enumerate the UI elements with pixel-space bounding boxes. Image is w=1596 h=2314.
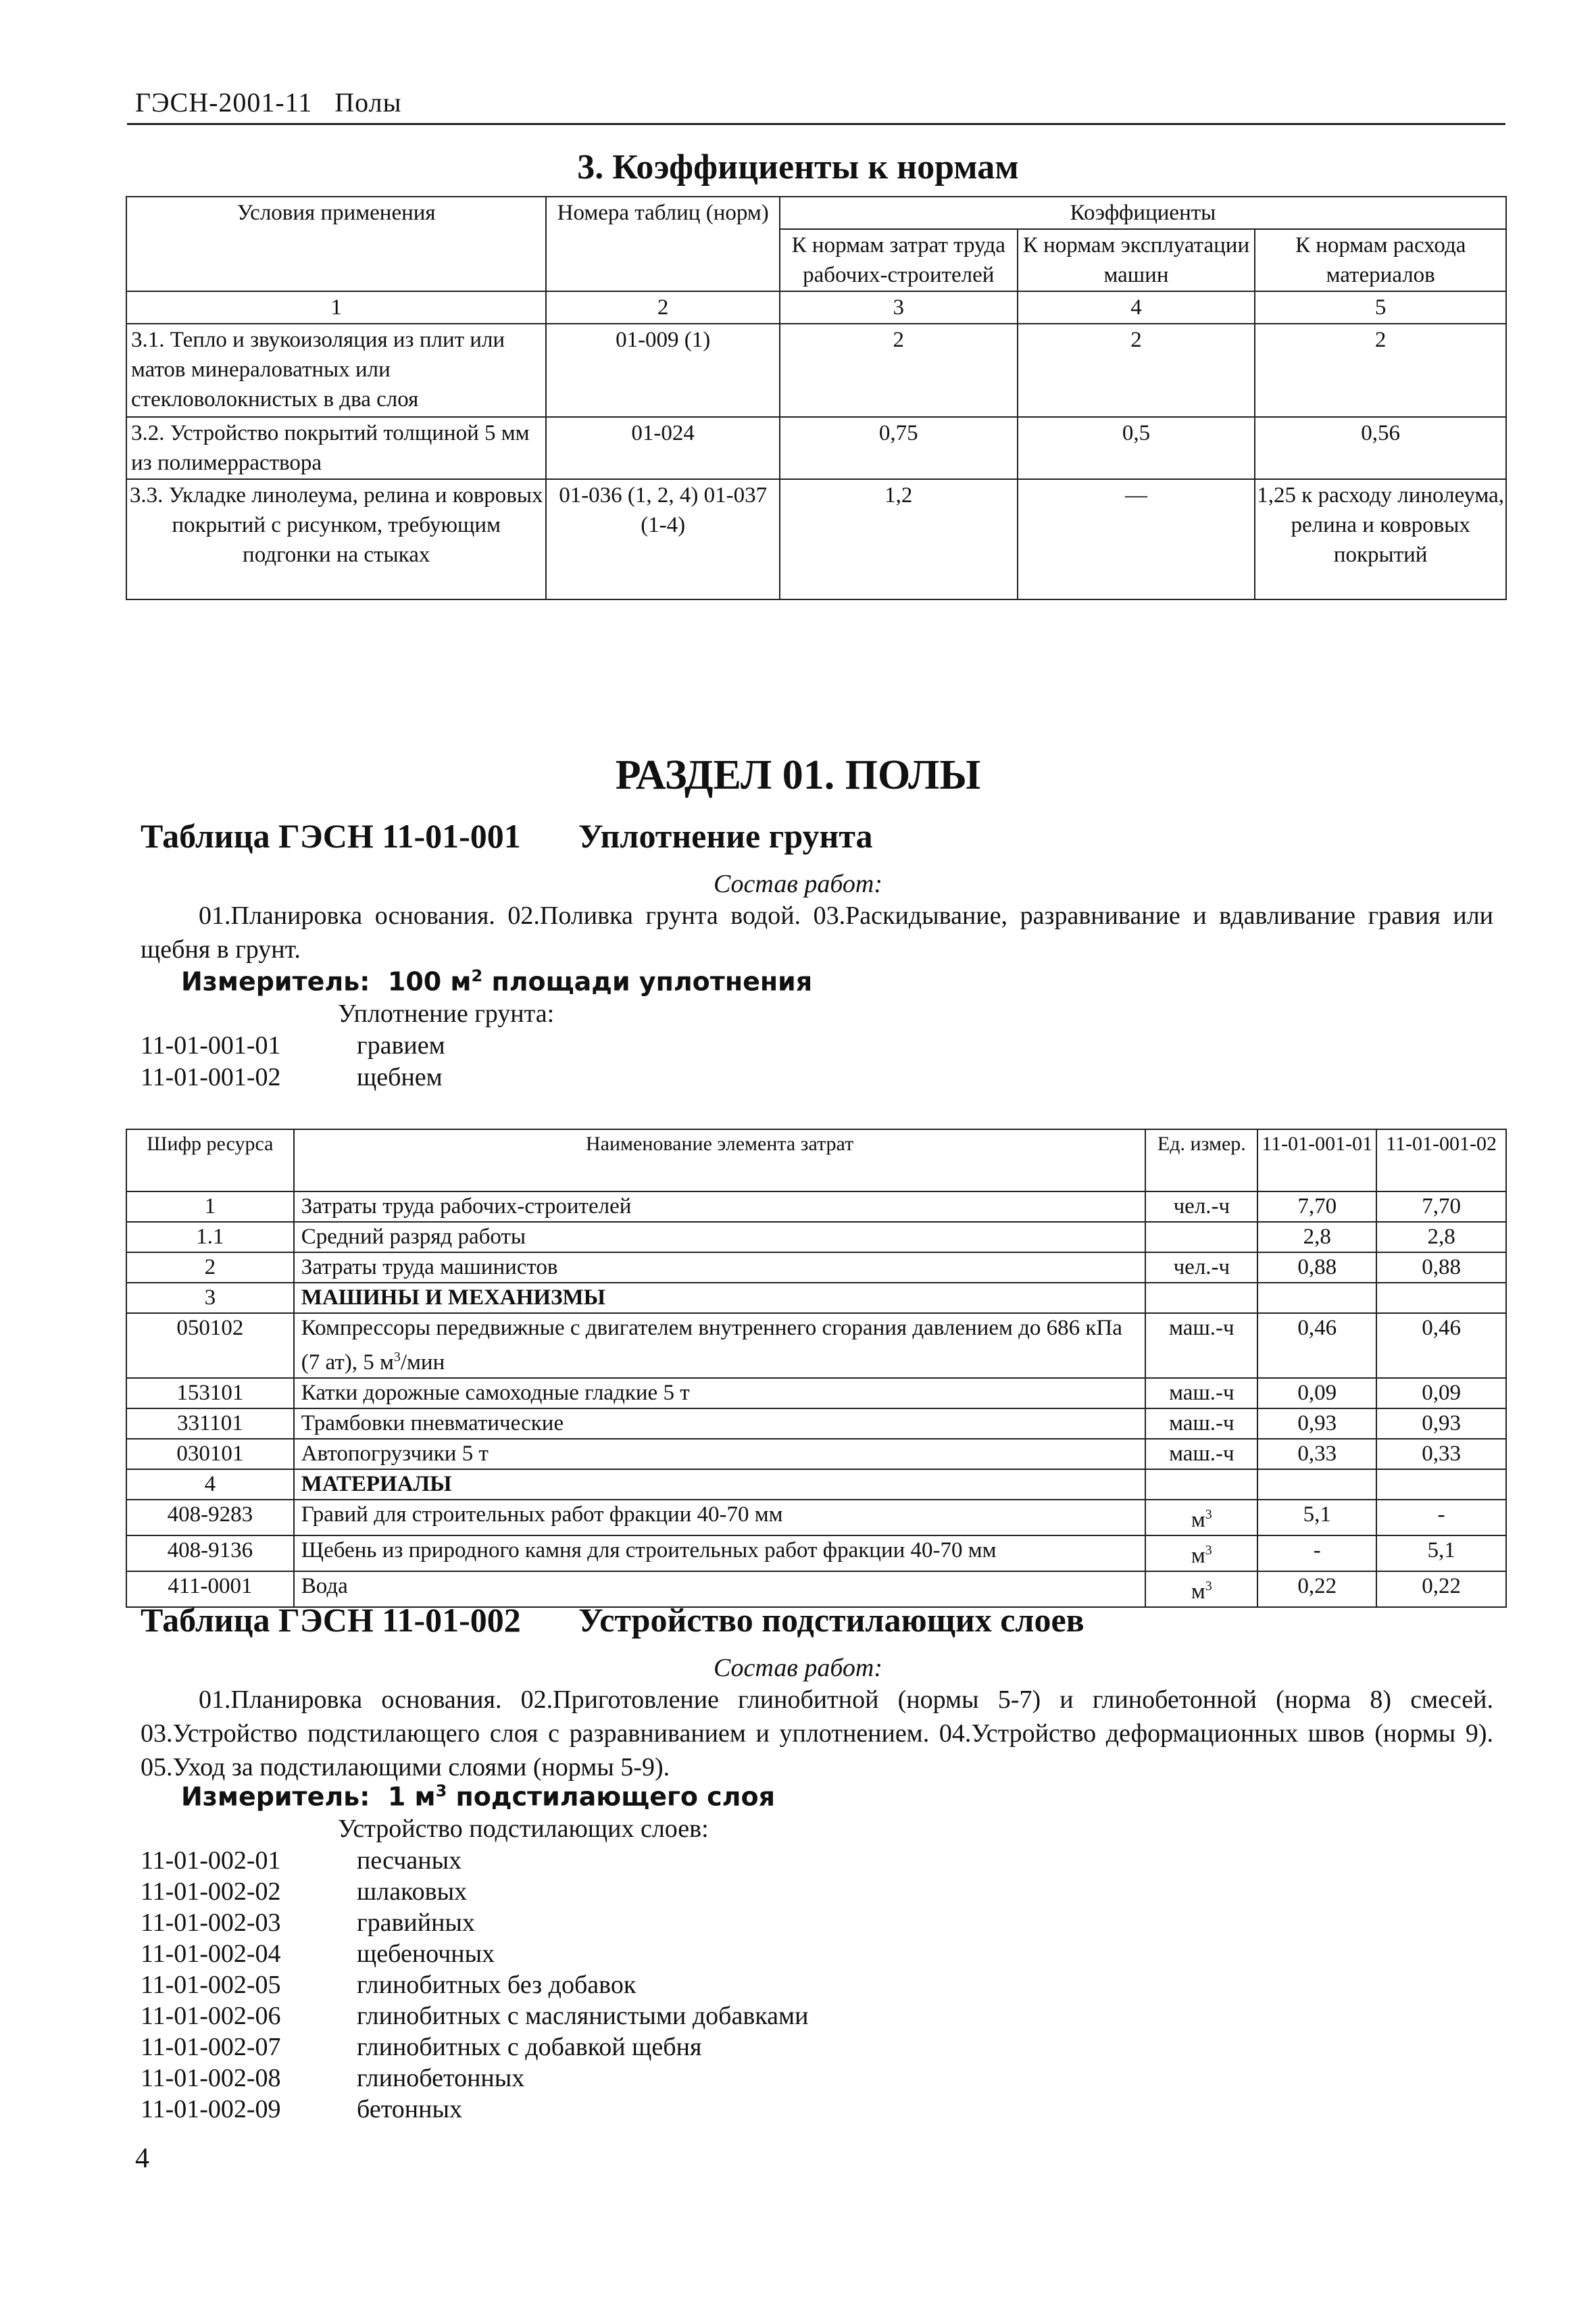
norm-name: глинобитных с добавкой щебня	[357, 2033, 702, 2061]
coef-row	[126, 417, 1506, 479]
norm-name: глинобитных без добавок	[357, 1971, 637, 1999]
resource-row	[126, 1469, 1506, 1500]
res-name: Автопогрузчики 5 т	[294, 1439, 1146, 1469]
resources-body	[126, 1191, 1506, 1607]
norm-code: 11-01-002-08	[141, 2064, 281, 2092]
col-number: 5	[1255, 291, 1506, 324]
res-value-1: 0,46	[1257, 1313, 1376, 1378]
coef-col-conditions: Условия применения	[126, 197, 546, 291]
res-code: 4	[126, 1469, 294, 1500]
res-code: 050102	[126, 1313, 294, 1378]
res-value-1: 7,70	[1257, 1191, 1376, 1222]
res-value-1: 2,8	[1257, 1222, 1376, 1252]
norm-code: 11-01-001-01	[141, 1031, 281, 1060]
res-col-name: Наименование элемента затрат	[294, 1129, 1146, 1191]
norm-code: 11-01-002-03	[141, 1909, 281, 1937]
res-value-1: 0,09	[1257, 1378, 1376, 1408]
norm-line	[141, 2063, 524, 2094]
coef-tables: 01-036 (1, 2, 4) 01-037 (1-4)	[546, 479, 780, 599]
res-code: 408-9136	[126, 1535, 294, 1571]
col-number: 2	[546, 291, 780, 324]
coef-number-row	[126, 291, 1506, 324]
resource-row	[126, 1378, 1506, 1408]
norm-code: 11-01-002-04	[141, 1940, 281, 1968]
resource-row	[126, 1252, 1506, 1283]
coef-tables: 01-024	[546, 417, 780, 479]
res-code: 2	[126, 1252, 294, 1283]
norm-name: глинобитных с маслянистыми добавками	[357, 2002, 809, 2030]
norm-code: 11-01-002-09	[141, 2095, 281, 2123]
res-col-norm1: 11-01-001-01	[1257, 1129, 1376, 1191]
norm-line	[141, 2094, 462, 2125]
res-value-2: 5,1	[1376, 1535, 1506, 1571]
coef-materials: 1,25 к расходу линолеума, релина и ковровых покрытий	[1255, 479, 1506, 599]
res-value-2: 0,93	[1376, 1408, 1506, 1439]
res-code: 030101	[126, 1439, 294, 1469]
norm-name: песчаных	[357, 1846, 462, 1875]
norm-line	[141, 1062, 443, 1093]
norm-line	[141, 1876, 467, 1908]
doc-code: ГЭСН-2001-11	[135, 87, 313, 118]
header-rule	[127, 123, 1505, 125]
table1-title	[141, 816, 873, 856]
res-value-1: 0,93	[1257, 1408, 1376, 1439]
coef-materials: 0,56	[1255, 417, 1506, 479]
norm-line	[141, 2032, 701, 2063]
izmeritel-value: 1 м	[387, 1781, 436, 1812]
norm-code: 11-01-002-05	[141, 1971, 281, 1999]
res-code: 408-9283	[126, 1500, 294, 1535]
res-code: 3	[126, 1283, 294, 1313]
table1-sostav-text: 01.Планировка основания. 02.Поливка грунта водой. 03.Раскидывание, разравнивание и вдавливание гравия или щебня в грунт.	[141, 902, 1493, 964]
table1-subtitle: Уплотнение грунта:	[338, 1000, 555, 1028]
res-unit: маш.-ч	[1145, 1378, 1257, 1408]
table1-name: Уплотнение грунта	[578, 817, 873, 855]
table2-title	[141, 1600, 1084, 1640]
izmeritel-value: 100 м	[387, 966, 472, 997]
norm-name: шлаковых	[357, 1877, 468, 1906]
norm-name: гравием	[357, 1031, 445, 1060]
resource-row	[126, 1408, 1506, 1439]
res-name: Катки дорожные самоходные гладкие 5 т	[294, 1378, 1146, 1408]
table2-name: Устройство подстилающих слоев	[578, 1601, 1084, 1639]
coef-machines: —	[1018, 479, 1255, 599]
izmeritel-sup: 2	[471, 966, 483, 985]
res-value-1	[1257, 1469, 1376, 1500]
res-name: Трамбовки пневматические	[294, 1408, 1146, 1439]
res-value-2: 0,33	[1376, 1439, 1506, 1469]
norm-code: 11-01-002-07	[141, 2033, 281, 2061]
res-code: 411-0001	[126, 1571, 294, 1607]
norm-name: щебнем	[357, 1063, 443, 1091]
norm-line	[141, 1938, 495, 1970]
coef-labor: 2	[780, 324, 1018, 417]
coef-col-labor: К нормам затрат труда рабочих-строителей	[780, 229, 1018, 291]
res-value-1: 0,33	[1257, 1439, 1376, 1469]
res-name: Затраты труда рабочих-строителей	[294, 1191, 1146, 1222]
doc-section: Полы	[334, 87, 402, 118]
norm-name: бетонных	[357, 2095, 463, 2123]
res-col-code: Шифр ресурса	[126, 1129, 294, 1191]
norm-code: 11-01-002-02	[141, 1877, 281, 1906]
res-value-2: 0,88	[1376, 1252, 1506, 1283]
coef-labor: 1,2	[780, 479, 1018, 599]
res-unit	[1145, 1222, 1257, 1252]
col-number: 1	[126, 291, 546, 324]
unit-sup: 3	[393, 1350, 401, 1364]
col-number: 3	[780, 291, 1018, 324]
col-number: 4	[1018, 291, 1255, 324]
norm-code: 11-01-002-01	[141, 1846, 281, 1875]
coef-row	[126, 324, 1506, 417]
coef-condition: 3.3. Укладке линолеума, релина и ковровых покрытий с рисунком, требующим подгонки на стыках	[126, 479, 546, 599]
norm-code: 11-01-002-06	[141, 2002, 281, 2030]
coef-section-title: 3. Коэффициенты к нормам	[577, 148, 1019, 187]
res-value-1: 0,88	[1257, 1252, 1376, 1283]
norm-name: глинобетонных	[357, 2064, 525, 2092]
res-value-1: -	[1257, 1535, 1376, 1571]
res-unit: чел.-ч	[1145, 1191, 1257, 1222]
res-value-2: 2,8	[1376, 1222, 1506, 1252]
resource-row	[126, 1535, 1506, 1571]
resources-table	[126, 1129, 1507, 1608]
resource-row	[126, 1500, 1506, 1535]
coef-condition: 3.2. Устройство покрытий толщиной 5 мм из полимерраствора	[126, 417, 546, 479]
table2-label: Таблица ГЭСН 11-01-002	[141, 1601, 521, 1639]
coef-col-materials: К нормам расхода материалов	[1255, 229, 1506, 291]
res-unit: чел.-ч	[1145, 1252, 1257, 1283]
res-value-2	[1376, 1283, 1506, 1313]
res-unit: $м^3$	[1145, 1535, 1257, 1571]
coef-col-coefficients: Коэффициенты	[780, 197, 1506, 229]
coef-tables: 01-009 (1)	[546, 324, 780, 417]
coef-col-machines: К нормам эксплуатации машин	[1018, 229, 1255, 291]
page-number: 4	[135, 2143, 149, 2174]
res-unit: маш.-ч	[1145, 1439, 1257, 1469]
table2-izmeritel	[181, 1781, 775, 1812]
resource-row	[126, 1439, 1506, 1469]
resource-row	[126, 1191, 1506, 1222]
unit-sup: 3	[1205, 1507, 1212, 1522]
coef-col-tables: Номера таблиц (норм)	[546, 197, 780, 291]
table1-label: Таблица ГЭСН 11-01-001	[141, 817, 521, 855]
table2-sostav-text: 01.Планировка основания. 02.Приготовление глинобитной (нормы 5-7) и глинобетонной (норма 8) смесей. 03.Устройство подстилающего слоя с разравниванием и уплотнением. 04.Устройство деформационных швов (нормы 9). 05.Уход за подстилающими слоями (нормы 5-9).	[141, 1685, 1493, 1781]
res-name: МАШИНЫ И МЕХАНИЗМЫ	[294, 1283, 1146, 1313]
res-code: 153101	[126, 1378, 294, 1408]
res-unit: маш.-ч	[1145, 1313, 1257, 1378]
res-col-norm2: 11-01-001-02	[1376, 1129, 1506, 1191]
res-name: Щебень из природного камня для строительных работ фракции 40-70 мм	[294, 1535, 1146, 1571]
norm-line	[141, 1907, 475, 1939]
res-value-2: 0,22	[1376, 1571, 1506, 1607]
res-value-1: 0,22	[1257, 1571, 1376, 1607]
res-unit: маш.-ч	[1145, 1408, 1257, 1439]
table2-sostav-label: Состав работ:	[713, 1654, 883, 1682]
izmeritel-rest: подстилающего слоя	[455, 1781, 776, 1812]
resource-row	[126, 1222, 1506, 1252]
norm-name: гравийных	[357, 1909, 475, 1937]
norm-line	[141, 1030, 445, 1062]
izmeritel-rest: площади уплотнения	[491, 966, 813, 997]
res-code: 1	[126, 1191, 294, 1222]
res-unit: $м^3$	[1145, 1500, 1257, 1535]
res-code: 331101	[126, 1408, 294, 1439]
res-value-2: 0,46	[1376, 1313, 1506, 1378]
res-value-2	[1376, 1469, 1506, 1500]
norm-line	[141, 2000, 808, 2032]
table1-izmeritel	[181, 966, 812, 997]
res-value-1: 5,1	[1257, 1500, 1376, 1535]
res-unit	[1145, 1469, 1257, 1500]
res-name: Гравий для строительных работ фракции 40-70 мм	[294, 1500, 1146, 1535]
res-value-2: -	[1376, 1500, 1506, 1535]
norm-line	[141, 1969, 636, 2001]
norm-line	[141, 1845, 462, 1877]
res-value-1	[1257, 1283, 1376, 1313]
izmeritel-label: Измеритель:	[181, 1781, 370, 1812]
res-unit	[1145, 1283, 1257, 1313]
razdel-title: РАЗДЕЛ 01. ПОЛЫ	[615, 752, 981, 798]
coef-materials: 2	[1255, 324, 1506, 417]
running-header	[135, 87, 401, 118]
resources-header-row	[126, 1129, 1506, 1191]
table2-subtitle: Устройство подстилающих слоев:	[338, 1815, 709, 1843]
coef-condition: 3.1. Тепло и звукоизоляция из плит или матов минераловатных или стекловолокнистых в два слоя	[126, 324, 546, 417]
coef-machines: 0,5	[1018, 417, 1255, 479]
resource-row	[126, 1313, 1506, 1378]
coef-header-row	[126, 197, 1506, 229]
res-name: Компрессоры передвижные с двигателем внутреннего сгорания давлением до 686 кПа (7 ат), 5 $м^3$/мин	[294, 1313, 1146, 1378]
coef-machines: 2	[1018, 324, 1255, 417]
res-name: Вода	[294, 1571, 1146, 1607]
res-unit: $м^3$	[1145, 1571, 1257, 1607]
res-value-2: 0,09	[1376, 1378, 1506, 1408]
unit-sup: 3	[1205, 1579, 1212, 1594]
res-value-2: 7,70	[1376, 1191, 1506, 1222]
res-name: Затраты труда машинистов	[294, 1252, 1146, 1283]
coefficients-table	[126, 196, 1507, 600]
res-name: Средний разряд работы	[294, 1222, 1146, 1252]
coef-labor: 0,75	[780, 417, 1018, 479]
norm-name: щебеночных	[357, 1940, 495, 1968]
res-col-unit: Ед. измер.	[1145, 1129, 1257, 1191]
table1-sostav-label: Состав работ:	[713, 870, 883, 898]
coef-row	[126, 479, 1506, 599]
unit-sup: 3	[1205, 1543, 1212, 1558]
izmeritel-sup: 3	[435, 1781, 447, 1800]
res-code: 1.1	[126, 1222, 294, 1252]
res-name: МАТЕРИАЛЫ	[294, 1469, 1146, 1500]
izmeritel-label: Измеритель:	[181, 966, 370, 997]
norm-code: 11-01-001-02	[141, 1063, 281, 1091]
resource-row	[126, 1283, 1506, 1313]
